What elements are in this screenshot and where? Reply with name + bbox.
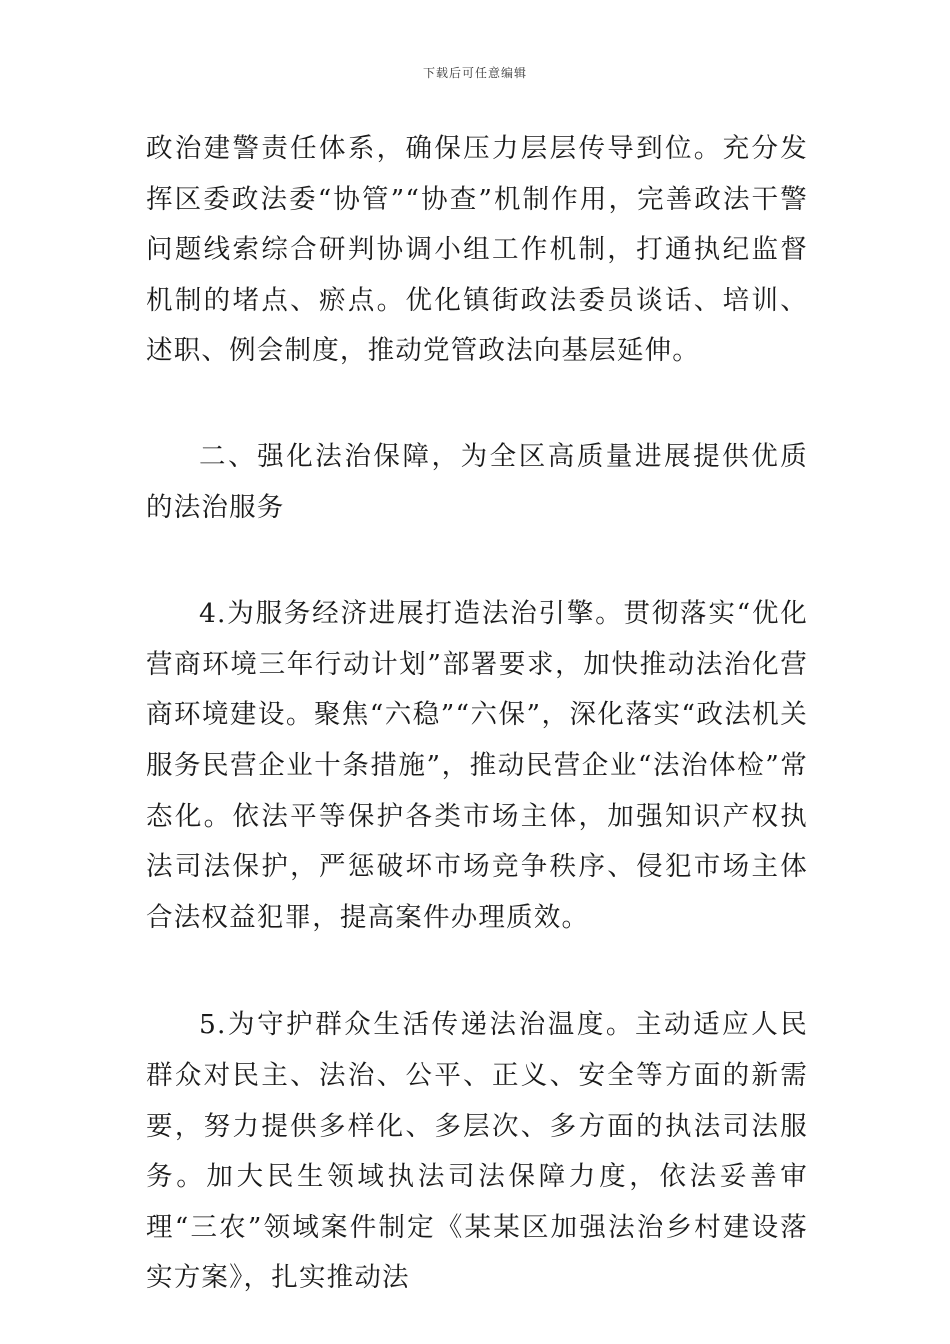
section-heading-2: 二、强化法治保障，为全区高质量进展提供优质的法治服务 bbox=[146, 440, 808, 523]
paragraph-continuation: 政治建警责任体系，确保压力层层传导到位。充分发挥区委政法委“协管”“协查”机制作用，完善政法干警问题线索综合研判协调小组工作机制，打通执纪监督机制的堵点、瘀点。优化镇街政法委员谈话、培训、述职、例会制度，推动党管政法向基层延伸。 bbox=[146, 133, 808, 367]
paragraph-item-5: 5.为守护群众生活传递法治温度。主动适应人民群众对民主、法治、公平、正义、安全等方面的新需要，努力提供多样化、多层次、多方面的执法司法服务。加大民生领域执法司法保障力度，依法妥善审理“三农”领域案件制定《某某区加强法治乡村建设落实方案》，扎实推动法 bbox=[146, 1009, 808, 1294]
paragraph-item-4: 4.为服务经济进展打造法治引擎。贯彻落实“优化营商环境三年行动计划”部署要求，加快推动法治化营商环境建设。聚焦“六稳”“六保”，深化落实“政法机关服务民营企业十条措施”，推动民营企业“法治体检”常态化。依法平等保护各类市场主体，加强知识产权执法司法保护，严惩破坏市场竞争秩序、侵犯市场主体合法权益犯罪，提高案件办理质效。 bbox=[146, 598, 808, 933]
document-body bbox=[146, 124, 808, 1304]
download-note: 下载后可任意编辑 bbox=[422, 66, 527, 80]
